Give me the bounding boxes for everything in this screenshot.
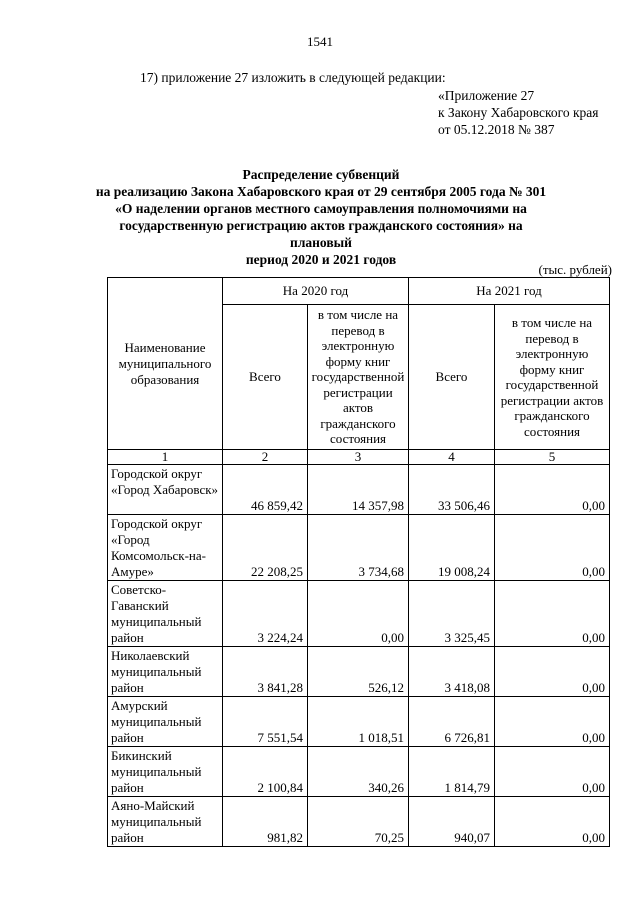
- page-number: 1541: [307, 34, 333, 49]
- municipality-name: Николаевский муниципальный район: [108, 647, 223, 697]
- header-year-2021: На 2021 год: [409, 278, 610, 305]
- value-2021-total: 6 726,81: [409, 697, 495, 747]
- value-2021-total: 33 506,46: [409, 465, 495, 515]
- column-number: 2: [223, 450, 308, 465]
- column-number-row: [108, 450, 610, 465]
- value-2021-total: 19 008,24: [409, 515, 495, 581]
- value-2021-sub: 0,00: [495, 581, 610, 647]
- units-label: (тыс. рублей): [538, 262, 612, 277]
- document-title: [90, 166, 552, 268]
- value-2021-sub: 0,00: [495, 465, 610, 515]
- value-2020-sub: 70,25: [308, 797, 409, 847]
- value-2021-sub: 0,00: [495, 797, 610, 847]
- value-2021-total: 1 814,79: [409, 747, 495, 797]
- table-row: [108, 797, 610, 847]
- value-2020-sub: 340,26: [308, 747, 409, 797]
- value-2020-sub: 526,12: [308, 647, 409, 697]
- title-line: государственную регистрацию актов гражданского состояния» на плановый: [119, 218, 523, 250]
- appendix-line: к Закону Хабаровского края: [438, 105, 599, 120]
- table-row: [108, 747, 610, 797]
- value-2021-total: 940,07: [409, 797, 495, 847]
- value-2021-sub: 0,00: [495, 747, 610, 797]
- municipality-name: Городской округ «Город Хабаровск»: [108, 465, 223, 515]
- header-subcol-2021: в том числе на перевод в электронную форму книг государственной регистрации актов гражданского состояния: [495, 305, 610, 450]
- table-row: [108, 647, 610, 697]
- value-2020-total: 3 224,24: [223, 581, 308, 647]
- municipality-name: Городской округ «Город Комсомольск-на-Амуре»: [108, 515, 223, 581]
- appendix-reference: [438, 87, 599, 138]
- header-total-2021: Всего: [409, 305, 495, 450]
- subvention-table: [107, 277, 610, 847]
- table-row: [108, 697, 610, 747]
- value-2021-total: 3 418,08: [409, 647, 495, 697]
- table-row: [108, 581, 610, 647]
- value-2020-total: 981,82: [223, 797, 308, 847]
- title-line: на реализацию Закона Хабаровского края от 29 сентября 2005 года № 301: [95, 184, 547, 199]
- column-number: 1: [108, 450, 223, 465]
- header-year-2020: На 2020 год: [223, 278, 409, 305]
- value-2021-total: 3 325,45: [409, 581, 495, 647]
- municipality-name: Амурский муниципальный район: [108, 697, 223, 747]
- value-2020-total: 3 841,28: [223, 647, 308, 697]
- column-number: 3: [308, 450, 409, 465]
- appendix-line: «Приложение 27: [438, 88, 535, 103]
- value-2020-sub: 14 357,98: [308, 465, 409, 515]
- value-2020-total: 22 208,25: [223, 515, 308, 581]
- value-2020-sub: 1 018,51: [308, 697, 409, 747]
- header-subcol-2020: в том числе на перевод в электронную форму книг государственной регистрации актов гражданского состояния: [308, 305, 409, 450]
- header-name-col: Наименование муниципального образования: [108, 278, 223, 450]
- municipality-name: Бикинский муниципальный район: [108, 747, 223, 797]
- value-2020-total: 46 859,42: [223, 465, 308, 515]
- value-2020-total: 2 100,84: [223, 747, 308, 797]
- column-number: 5: [495, 450, 610, 465]
- table-row: [108, 515, 610, 581]
- value-2020-sub: 3 734,68: [308, 515, 409, 581]
- column-number: 4: [409, 450, 495, 465]
- value-2021-sub: 0,00: [495, 515, 610, 581]
- title-line: Распределение субвенций: [242, 167, 400, 182]
- title-line: период 2020 и 2021 годов: [245, 252, 397, 267]
- title-line: «О наделении органов местного самоуправления полномочиями на: [115, 201, 527, 216]
- amendment-intro: 17) приложение 27 изложить в следующей редакции:: [140, 70, 446, 85]
- header-total-2020: Всего: [223, 305, 308, 450]
- municipality-name: Аяно-Майский муниципальный район: [108, 797, 223, 847]
- value-2021-sub: 0,00: [495, 697, 610, 747]
- value-2021-sub: 0,00: [495, 647, 610, 697]
- value-2020-total: 7 551,54: [223, 697, 308, 747]
- table-row: [108, 465, 610, 515]
- value-2020-sub: 0,00: [308, 581, 409, 647]
- appendix-line: от 05.12.2018 № 387: [438, 122, 555, 137]
- municipality-name: Советско-Гаванский муниципальный район: [108, 581, 223, 647]
